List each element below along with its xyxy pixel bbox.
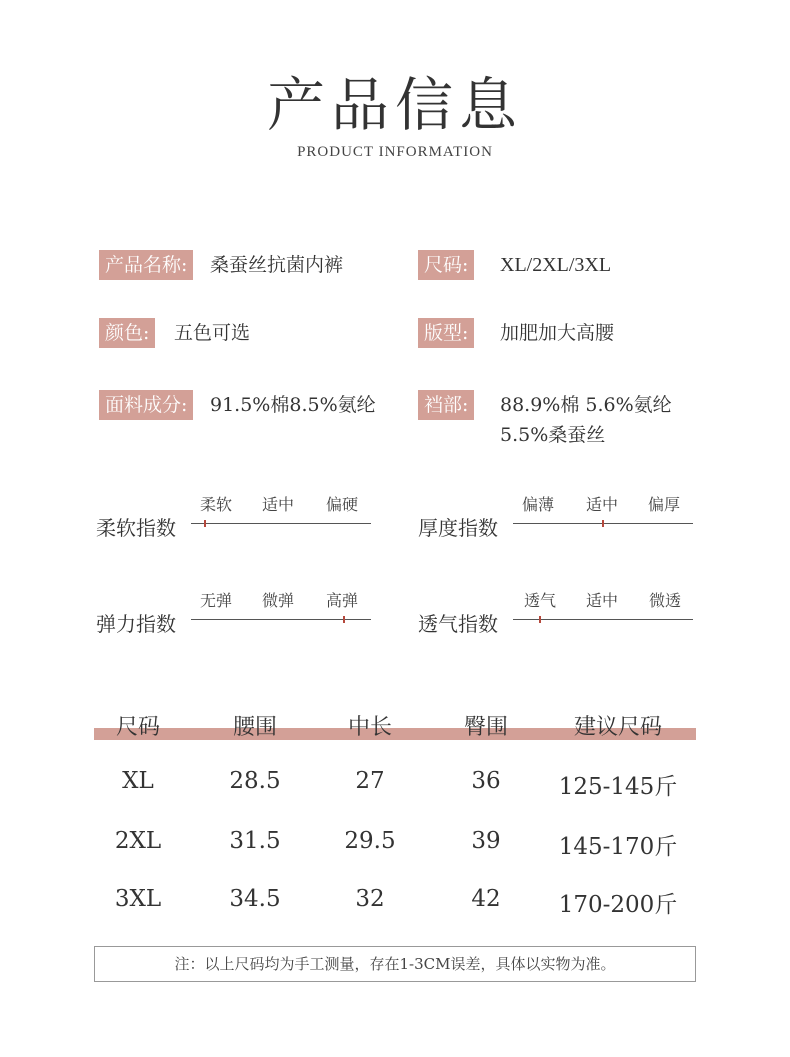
table-cell: 145-170斤 <box>558 834 678 860</box>
table-cell: 3XL <box>114 886 162 912</box>
table-cell: 125-145斤 <box>558 774 678 800</box>
attr-value-crotch-line2: 5.5%桑蚕丝 <box>500 424 606 446</box>
table-cell: 170-200斤 <box>558 892 678 918</box>
attr-value-fabric: 91.5%棉8.5%氨纶 <box>210 394 376 416</box>
attr-value-size: XL/2XL/3XL <box>500 254 612 276</box>
table-cell: 34.5 <box>229 886 281 912</box>
index-label: 厚度指数 <box>418 516 498 540</box>
index-option: 适中 <box>586 495 619 514</box>
attr-label-fit: 版型: <box>418 318 474 348</box>
attr-label-name: 产品名称: <box>99 250 193 280</box>
attr-label-fabric: 面料成分: <box>99 390 193 420</box>
page-title: 产品信息 <box>266 71 523 139</box>
index-label: 柔软指数 <box>96 516 176 540</box>
measurement-note: 注：以上尺码均为手工测量，存在1-3CM误差，具体以实物为准。 <box>94 946 696 982</box>
table-cell: 42 <box>471 886 501 912</box>
index-label: 弹力指数 <box>96 612 176 636</box>
table-cell: 39 <box>471 828 501 854</box>
attr-value-fit: 加肥加大高腰 <box>500 322 615 344</box>
attr-label-color: 颜色: <box>99 318 155 348</box>
table-cell: 31.5 <box>229 828 281 854</box>
attr-value-crotch: 88.9%棉 5.6%氨纶 <box>500 394 672 416</box>
table-header-cell: 建议尺码 <box>573 715 662 740</box>
index-option: 透气 <box>524 591 557 610</box>
index-option: 偏厚 <box>648 495 681 514</box>
attr-value-name: 桑蚕丝抗菌内裤 <box>210 254 344 276</box>
table-cell: 29.5 <box>344 828 396 854</box>
table-cell: 32 <box>355 886 385 912</box>
table-cell: 36 <box>471 768 501 794</box>
attr-label-size: 尺码: <box>418 250 474 280</box>
table-cell: XL <box>122 768 154 794</box>
table-header-cell: 臀围 <box>463 715 508 740</box>
index-option: 无弹 <box>200 591 233 610</box>
attr-value-color: 五色可选 <box>174 322 251 344</box>
attr-label-crotch: 裆部: <box>418 390 474 420</box>
index-option: 微透 <box>649 591 682 610</box>
table-cell: 28.5 <box>229 768 281 794</box>
index-option: 适中 <box>586 591 619 610</box>
table-cell: 27 <box>355 768 385 794</box>
table-cell: 2XL <box>114 828 162 854</box>
index-option: 偏硬 <box>326 495 359 514</box>
page-subtitle: PRODUCT INFORMATION <box>297 144 493 160</box>
index-option: 高弹 <box>326 591 359 610</box>
index-option: 柔软 <box>200 495 233 514</box>
table-header-cell: 尺码 <box>115 715 160 740</box>
index-option: 偏薄 <box>522 495 555 514</box>
index-option: 适中 <box>262 495 295 514</box>
index-option: 微弹 <box>262 591 295 610</box>
table-header-cell: 腰围 <box>232 715 277 740</box>
table-header-cell: 中长 <box>347 715 392 740</box>
index-label: 透气指数 <box>418 612 498 636</box>
